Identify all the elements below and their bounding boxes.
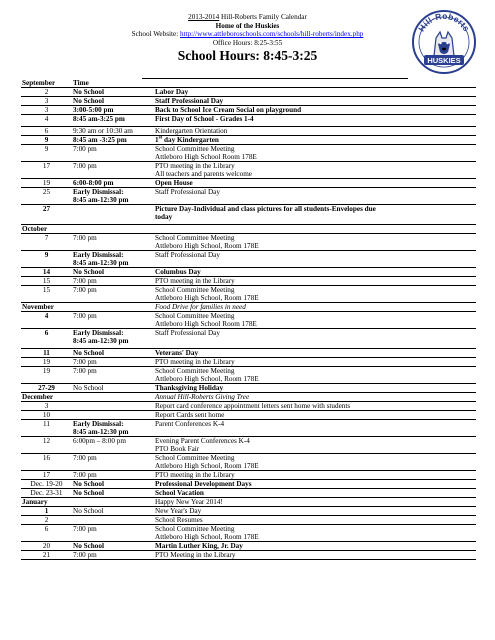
event-time xyxy=(71,162,153,179)
date-text: 9 xyxy=(44,251,49,259)
event-date xyxy=(21,471,71,480)
event-date xyxy=(21,525,71,542)
event-date xyxy=(21,551,71,560)
event-time xyxy=(71,127,153,136)
description-text: Veterans' Day xyxy=(155,349,199,357)
description-text: School Committee Meeting xyxy=(155,312,235,320)
description-text: PTO meeting in the Library xyxy=(155,471,235,479)
description-text-2: Attleboro High School, Room 178E xyxy=(155,533,259,541)
event-description xyxy=(153,437,476,454)
event-description xyxy=(153,268,476,277)
event-date xyxy=(21,115,71,127)
time-text: 7:00 pm xyxy=(73,471,97,479)
date-text: 6 xyxy=(44,329,49,337)
date-text: 19 xyxy=(42,179,51,187)
event-date xyxy=(21,97,71,106)
event-row xyxy=(21,551,476,560)
description-text: Kindergarten Orientation xyxy=(155,127,228,135)
event-row xyxy=(21,489,476,498)
event-time xyxy=(71,542,153,551)
event-row xyxy=(21,437,476,454)
description-text-2: All teachers and parents welcome xyxy=(155,170,252,178)
school-motto: Home of the Huskies xyxy=(215,21,280,30)
event-row xyxy=(21,312,476,329)
event-description xyxy=(153,402,476,411)
event-description xyxy=(153,454,476,471)
event-date xyxy=(21,507,71,516)
office-hours: Office Hours: 8:25-3:55 xyxy=(212,38,283,47)
month-name xyxy=(21,225,71,234)
event-row xyxy=(21,205,476,225)
event-date xyxy=(21,88,71,97)
time-text: No School xyxy=(73,384,104,392)
event-row xyxy=(21,106,476,115)
description-text: Evening Parent Conferences K-4 xyxy=(155,437,250,445)
event-date xyxy=(21,127,71,136)
time-text: Early Dismissal: xyxy=(73,251,124,259)
description-text-2: Attleboro High School, Room 178E xyxy=(155,242,259,250)
description-text: Parent Conferences K-4 xyxy=(155,420,225,428)
date-text: 4 xyxy=(44,115,49,123)
time-text: 7:00 pm xyxy=(73,367,97,375)
description-text: Staff Professional Day xyxy=(155,251,220,259)
description-text: Columbus Day xyxy=(155,268,201,276)
event-time xyxy=(71,106,153,115)
event-description xyxy=(153,489,476,498)
event-date xyxy=(21,179,71,188)
event-time xyxy=(71,507,153,516)
description-text-2: PTO Book Fair xyxy=(155,445,200,453)
time-text: Early Dismissal: xyxy=(73,188,124,196)
description-text: School Vacation xyxy=(155,489,204,497)
date-text: September xyxy=(22,79,56,87)
event-date xyxy=(21,145,71,162)
ordinal-suffix: st xyxy=(158,135,163,141)
date-text: 3 xyxy=(44,402,49,410)
event-time xyxy=(71,277,153,286)
description-text: School Committee Meeting xyxy=(155,367,235,375)
description-text: Open House xyxy=(155,179,193,187)
event-time xyxy=(71,384,153,393)
time-text: 9:30 am or 10:30 am xyxy=(73,127,133,135)
description-text-cont: day Kindergarten xyxy=(162,136,219,144)
month-name xyxy=(21,303,71,312)
event-time xyxy=(71,312,153,329)
description-text: Staff Professional Day xyxy=(155,188,220,196)
calendar-title: Hill-Roberts Family Calendar xyxy=(219,13,307,21)
date-text: 3 xyxy=(44,97,49,105)
description-text: Professional Development Days xyxy=(155,480,252,488)
event-time xyxy=(71,480,153,489)
event-row xyxy=(21,286,476,303)
date-text: November xyxy=(22,303,54,311)
event-date xyxy=(21,106,71,115)
event-time xyxy=(71,303,153,312)
description-text-2: Attleboro High School, Room 178E xyxy=(155,294,259,302)
description-text: School Committee Meeting xyxy=(155,454,235,462)
event-date xyxy=(21,437,71,454)
time-text: 7:00 pm xyxy=(73,358,97,366)
description-text: Annual Hill-Roberts Giving Tree xyxy=(155,393,250,401)
event-row xyxy=(21,145,476,162)
time-text: 7:00 pm xyxy=(73,234,97,242)
description-text: School Committee Meeting xyxy=(155,234,235,242)
date-text: October xyxy=(22,225,48,233)
event-time xyxy=(71,329,153,349)
description-text-2: Attleboro High School, Room 178E xyxy=(155,375,259,383)
website-label: School Website: xyxy=(131,30,180,39)
date-text: 16 xyxy=(42,454,51,462)
description-text: Report Cards sent home xyxy=(155,411,225,419)
event-time xyxy=(71,251,153,268)
time-text-2: 8:45 am-12:30 pm xyxy=(73,259,129,267)
date-text: December xyxy=(22,393,54,401)
event-row xyxy=(21,384,476,393)
date-text: 4 xyxy=(44,312,49,320)
time-text: No School xyxy=(73,268,104,276)
event-row xyxy=(21,136,476,145)
time-text: 7:00 pm xyxy=(73,286,97,294)
event-description xyxy=(153,349,476,358)
event-time xyxy=(71,136,153,145)
event-time xyxy=(71,358,153,367)
event-row xyxy=(21,127,476,136)
event-description xyxy=(153,106,476,115)
event-description xyxy=(153,393,476,402)
time-text: No School xyxy=(73,480,104,488)
event-row xyxy=(21,420,476,437)
event-description xyxy=(153,127,476,136)
event-time xyxy=(71,225,153,234)
event-date xyxy=(21,367,71,384)
time-text-2: 8:45 am-12:30 pm xyxy=(73,337,129,345)
date-text: 10 xyxy=(42,411,51,419)
date-text: 27-29 xyxy=(38,384,55,392)
date-text: Dec. 23-31 xyxy=(30,489,63,497)
event-description xyxy=(153,525,476,542)
description-text: School Committee Meeting xyxy=(155,286,235,294)
event-row xyxy=(21,329,476,349)
time-text: 7:00 pm xyxy=(73,312,97,320)
event-date xyxy=(21,234,71,251)
huskies-logo xyxy=(412,10,476,74)
event-date xyxy=(21,136,71,145)
event-description xyxy=(153,420,476,437)
time-text: 7:00 pm xyxy=(73,525,97,533)
event-description xyxy=(153,88,476,97)
date-text: 12 xyxy=(42,437,51,445)
time-text: 3:00-5:00 pm xyxy=(73,106,114,114)
event-description xyxy=(153,480,476,489)
description-text: School Committee Meeting xyxy=(155,525,235,533)
event-date xyxy=(21,277,71,286)
event-description xyxy=(153,97,476,106)
month-name xyxy=(21,79,71,88)
event-time xyxy=(71,393,153,402)
date-text: 14 xyxy=(42,268,51,276)
event-description xyxy=(153,205,476,225)
calendar-table xyxy=(21,79,476,560)
event-date xyxy=(21,286,71,303)
event-date xyxy=(21,454,71,471)
time-text: No School xyxy=(73,507,104,515)
event-date xyxy=(21,516,71,525)
time-text: Time xyxy=(73,79,89,87)
date-text: Dec. 19-20 xyxy=(30,480,63,488)
event-date xyxy=(21,489,71,498)
event-time xyxy=(71,420,153,437)
event-time xyxy=(71,525,153,542)
event-date xyxy=(21,188,71,205)
event-row xyxy=(21,277,476,286)
event-row xyxy=(21,454,476,471)
time-text: No School xyxy=(73,489,104,497)
event-description xyxy=(153,312,476,329)
time-text: 7:00 pm xyxy=(73,551,97,559)
date-text: 6 xyxy=(44,525,49,533)
date-text: 9 xyxy=(44,136,49,144)
event-date xyxy=(21,402,71,411)
date-text: 20 xyxy=(42,542,51,550)
description-text: PTO meeting in the Library xyxy=(155,277,235,285)
event-row xyxy=(21,179,476,188)
event-time xyxy=(71,286,153,303)
date-text: 11 xyxy=(43,349,50,357)
event-time xyxy=(71,516,153,525)
event-description xyxy=(153,179,476,188)
description-text: Report card conference appointment letters sent home with students xyxy=(155,402,351,410)
event-date xyxy=(21,480,71,489)
event-time xyxy=(71,97,153,106)
school-hours: School Hours: 8:45-3:25 xyxy=(177,48,318,64)
event-time xyxy=(71,88,153,97)
event-description xyxy=(153,188,476,205)
event-description xyxy=(153,162,476,179)
event-description xyxy=(153,551,476,560)
event-row xyxy=(21,507,476,516)
time-text: Early Dismissal: xyxy=(73,420,124,428)
event-time xyxy=(71,188,153,205)
event-description xyxy=(153,367,476,384)
event-time xyxy=(71,498,153,507)
date-text: 3 xyxy=(44,106,49,114)
event-time xyxy=(71,79,153,88)
event-time xyxy=(71,179,153,188)
month-row xyxy=(21,498,476,507)
date-text: 1 xyxy=(44,507,49,515)
time-text: 8:45 am-3:25 pm xyxy=(73,115,125,123)
time-text: Early Dismissal: xyxy=(73,329,124,337)
time-text: No School xyxy=(73,542,104,550)
time-text: 6:00pm – 8:00 pm xyxy=(73,437,126,445)
description-text-2: Attleboro High School Room 178E xyxy=(155,320,257,328)
date-text: 11 xyxy=(43,420,50,428)
event-row xyxy=(21,88,476,97)
date-text: 19 xyxy=(42,358,51,366)
school-year: 2013-2014 xyxy=(188,13,220,21)
event-date xyxy=(21,205,71,225)
description-text: School Resumes xyxy=(155,516,203,524)
date-text: 15 xyxy=(42,286,51,294)
description-text-2: today xyxy=(155,213,173,221)
event-time xyxy=(71,402,153,411)
event-row xyxy=(21,268,476,277)
event-row xyxy=(21,234,476,251)
time-text-2: 8:45 am-12:30 pm xyxy=(73,428,129,436)
event-date xyxy=(21,349,71,358)
event-time xyxy=(71,489,153,498)
event-description xyxy=(153,358,476,367)
event-time xyxy=(71,268,153,277)
time-text: 6:00-8:00 pm xyxy=(73,179,114,187)
date-text: 15 xyxy=(42,277,51,285)
event-row xyxy=(21,525,476,542)
description-text: Back to School Ice Cream Social on playground xyxy=(155,106,302,114)
event-time xyxy=(71,437,153,454)
description-text: Staff Professional Day xyxy=(155,329,220,337)
event-date xyxy=(21,384,71,393)
event-row xyxy=(21,480,476,489)
event-row xyxy=(21,162,476,179)
description-text: Happy New Year 2014! xyxy=(155,498,223,506)
time-text: No School xyxy=(73,349,104,357)
date-text: 21 xyxy=(42,551,51,559)
description-text: Staff Professional Day xyxy=(155,97,224,105)
date-text: 6 xyxy=(44,127,49,135)
event-description xyxy=(153,329,476,349)
event-row xyxy=(21,97,476,106)
event-time xyxy=(71,471,153,480)
description-text: 1 xyxy=(155,136,159,144)
event-time xyxy=(71,234,153,251)
date-text: 27 xyxy=(42,205,51,213)
event-description xyxy=(153,542,476,551)
description-text: PTO meeting in the Library xyxy=(155,358,235,366)
description-text: Thanksgiving Holiday xyxy=(155,384,224,392)
time-text: No School xyxy=(73,88,104,96)
event-row xyxy=(21,188,476,205)
event-time xyxy=(71,115,153,127)
description-text: Labor Day xyxy=(155,88,189,96)
description-text: PTO meeting in the Library xyxy=(155,162,235,170)
time-text: No School xyxy=(73,97,104,105)
date-text: 2 xyxy=(44,88,49,96)
event-date xyxy=(21,411,71,420)
event-row xyxy=(21,411,476,420)
event-row xyxy=(21,402,476,411)
event-description xyxy=(153,286,476,303)
logo-top-text: Hill-Roberts xyxy=(416,10,472,34)
month-name xyxy=(21,393,71,402)
event-row xyxy=(21,471,476,480)
event-date xyxy=(21,542,71,551)
event-description xyxy=(153,136,476,145)
time-text: 7:00 pm xyxy=(73,454,97,462)
event-description xyxy=(153,115,476,127)
date-text: January xyxy=(22,498,48,506)
event-description xyxy=(153,251,476,268)
event-date xyxy=(21,312,71,329)
description-text: First Day of School - Grades 1-4 xyxy=(155,115,254,123)
event-date xyxy=(21,329,71,349)
event-time xyxy=(71,411,153,420)
event-description xyxy=(153,225,476,234)
date-text: 25 xyxy=(42,188,51,196)
event-description xyxy=(153,145,476,162)
date-text: 2 xyxy=(44,516,49,524)
event-row xyxy=(21,115,476,127)
description-text-2: Attleboro High School Room 178E xyxy=(155,153,257,161)
event-date xyxy=(21,162,71,179)
event-row xyxy=(21,516,476,525)
month-row xyxy=(21,225,476,234)
month-row xyxy=(21,303,476,312)
month-row xyxy=(21,79,476,88)
event-row xyxy=(21,358,476,367)
date-text: 17 xyxy=(42,162,51,170)
event-description xyxy=(153,277,476,286)
event-date xyxy=(21,420,71,437)
date-text: 17 xyxy=(42,471,51,479)
date-text: 19 xyxy=(42,367,51,375)
event-time xyxy=(71,205,153,225)
description-text: New Year's Day xyxy=(155,507,202,515)
time-text: 7:00 pm xyxy=(73,145,97,153)
description-text-2: Attleboro High School, Room 178E xyxy=(155,462,259,470)
event-description xyxy=(153,507,476,516)
description-text: Food Drive for families in need xyxy=(155,303,246,311)
description-text: Picture Day-Individual and class pictures for all students-Envelopes due xyxy=(155,205,376,213)
event-description xyxy=(153,411,476,420)
month-row xyxy=(21,393,476,402)
month-name xyxy=(21,498,71,507)
time-text-2: 8:45 am-12:30 pm xyxy=(73,196,129,204)
event-date xyxy=(21,358,71,367)
event-description xyxy=(153,471,476,480)
event-description xyxy=(153,303,476,312)
description-text: Martin Luther King, Jr. Day xyxy=(155,542,243,550)
time-text: 7:00 pm xyxy=(73,277,97,285)
event-time xyxy=(71,145,153,162)
event-description xyxy=(153,498,476,507)
event-row xyxy=(21,367,476,384)
event-description xyxy=(153,79,476,88)
event-time xyxy=(71,349,153,358)
event-date xyxy=(21,268,71,277)
event-description xyxy=(153,516,476,525)
logo-bottom-text: HUSKIES xyxy=(427,56,461,65)
event-row xyxy=(21,542,476,551)
time-text: 8:45 am -3:25 pm xyxy=(73,136,127,144)
event-row xyxy=(21,251,476,268)
event-time xyxy=(71,367,153,384)
date-text: 7 xyxy=(44,234,49,242)
description-text: School Committee Meeting xyxy=(155,145,235,153)
event-time xyxy=(71,551,153,560)
event-date xyxy=(21,251,71,268)
event-time xyxy=(71,454,153,471)
event-row xyxy=(21,349,476,358)
time-text: 7:00 pm xyxy=(73,162,97,170)
date-text: 9 xyxy=(44,145,49,153)
event-description xyxy=(153,234,476,251)
website-link[interactable]: http://www.attleboroschools.com/schools/hill-roberts/index.php xyxy=(180,30,364,39)
event-description xyxy=(153,384,476,393)
description-text: PTO Meeting in the Library xyxy=(155,551,236,559)
